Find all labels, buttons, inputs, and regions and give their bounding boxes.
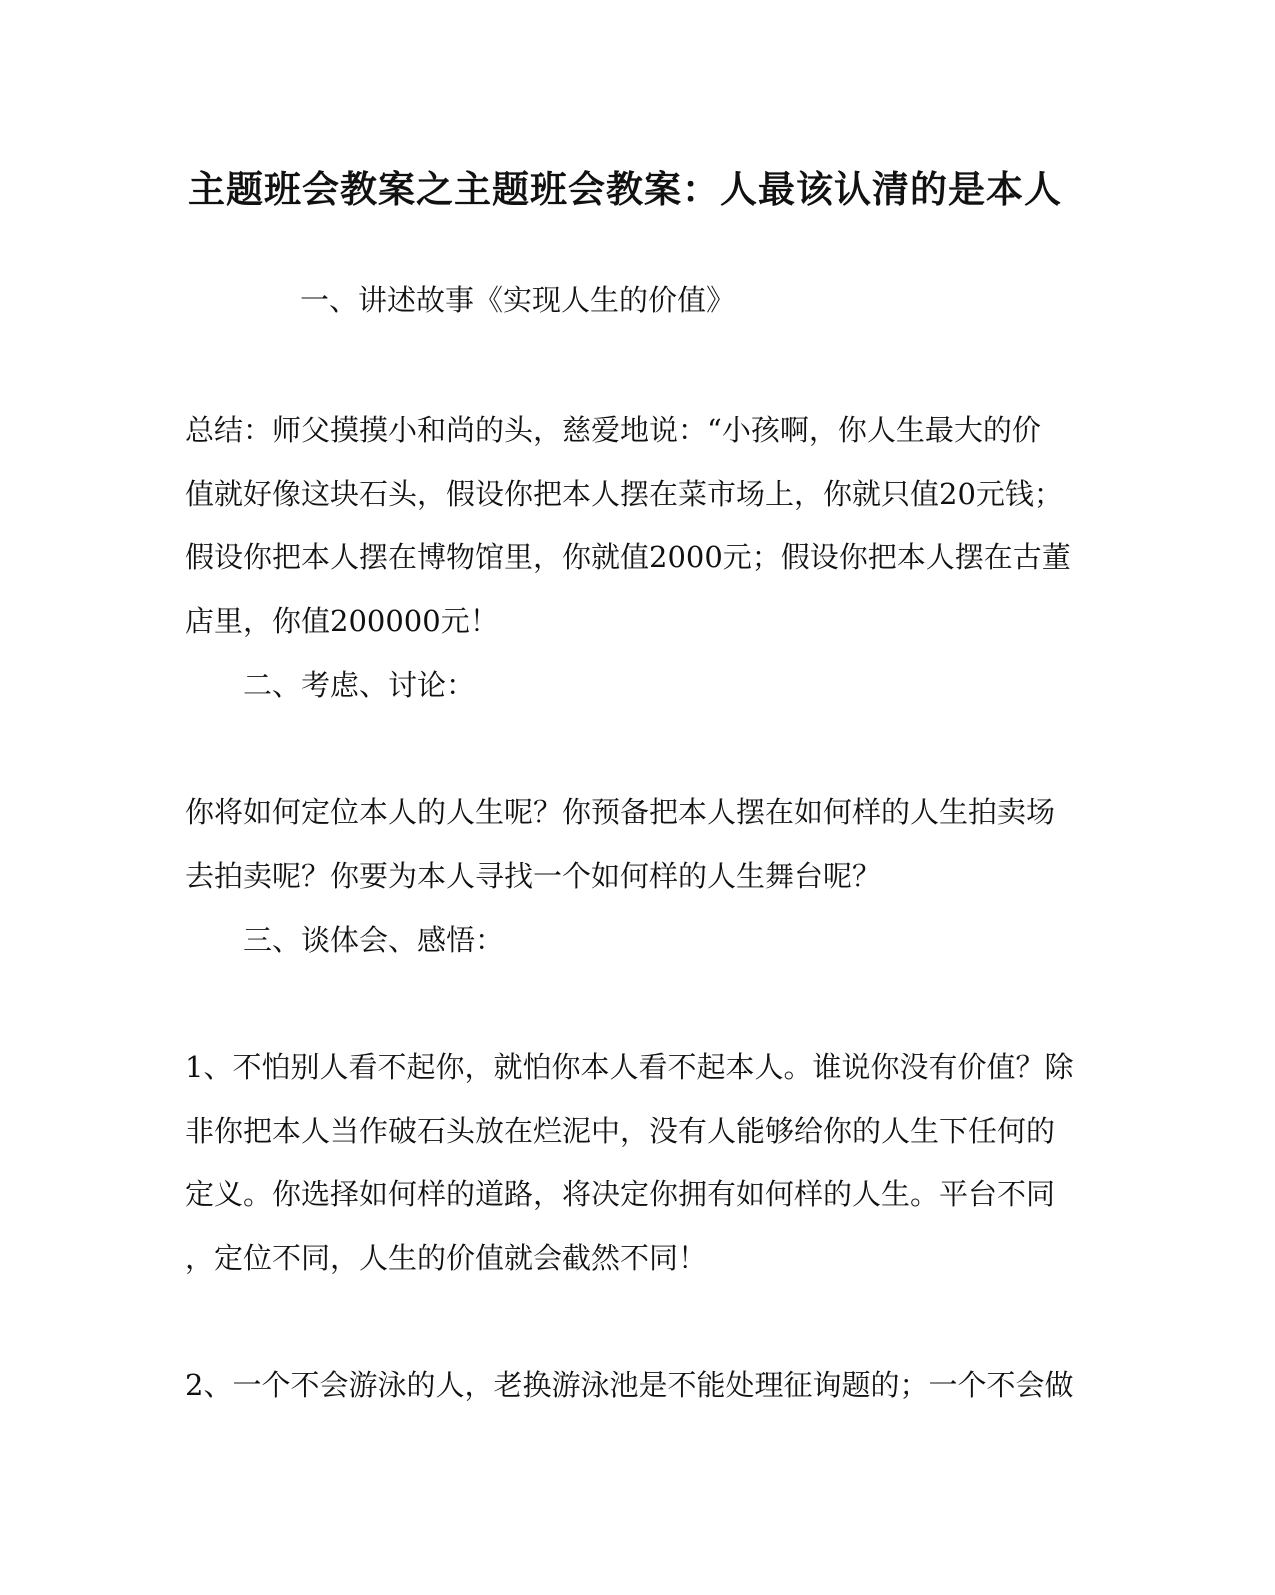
section-heading-reflection: 三、谈体会、感悟： (243, 923, 505, 957)
reflection-item-1-line: 1、不怕别人看不起你，就怕你本人看不起本人。谁说你没有价值？除 (185, 1050, 1074, 1084)
page-title: 主题班会教案之主题班会教案：人最该认清的是本人 (188, 167, 1062, 211)
section-heading-discussion: 二、考虑、讨论： (243, 668, 476, 702)
reflection-item-1-line: 定义。你选择如何样的道路，将决定你拥有如何样的人生。平台不同 (185, 1177, 1056, 1211)
reflection-item-1-line: ，定位不同，人生的价值就会截然不同！ (185, 1241, 708, 1275)
summary-line: 店里，你值200000元！ (185, 604, 499, 638)
discussion-line: 去拍卖呢？你要为本人寻找一个如何样的人生舞台呢？ (185, 859, 882, 893)
summary-line: 假设你把本人摆在博物馆里，你就值2000元；假设你把本人摆在古董 (185, 540, 1071, 574)
reflection-item-1-line: 非你把本人当作破石头放在烂泥中，没有人能够给你的人生下任何的 (185, 1114, 1056, 1148)
summary-line: 值就好像这块石头，假设你把本人摆在菜市场上，你就只值20元钱； (185, 477, 1063, 511)
section-heading-story: 一、讲述故事《实现人生的价值》 (300, 283, 736, 317)
discussion-line: 你将如何定位本人的人生呢？你预备把本人摆在如何样的人生拍卖场 (185, 795, 1056, 829)
summary-line: 总结：师父摸摸小和尚的头，慈爱地说：“小孩啊，你人生最大的价 (185, 413, 1041, 447)
reflection-item-2-line: 2、一个不会游泳的人，老换游泳池是不能处理征询题的；一个不会做 (185, 1368, 1074, 1402)
